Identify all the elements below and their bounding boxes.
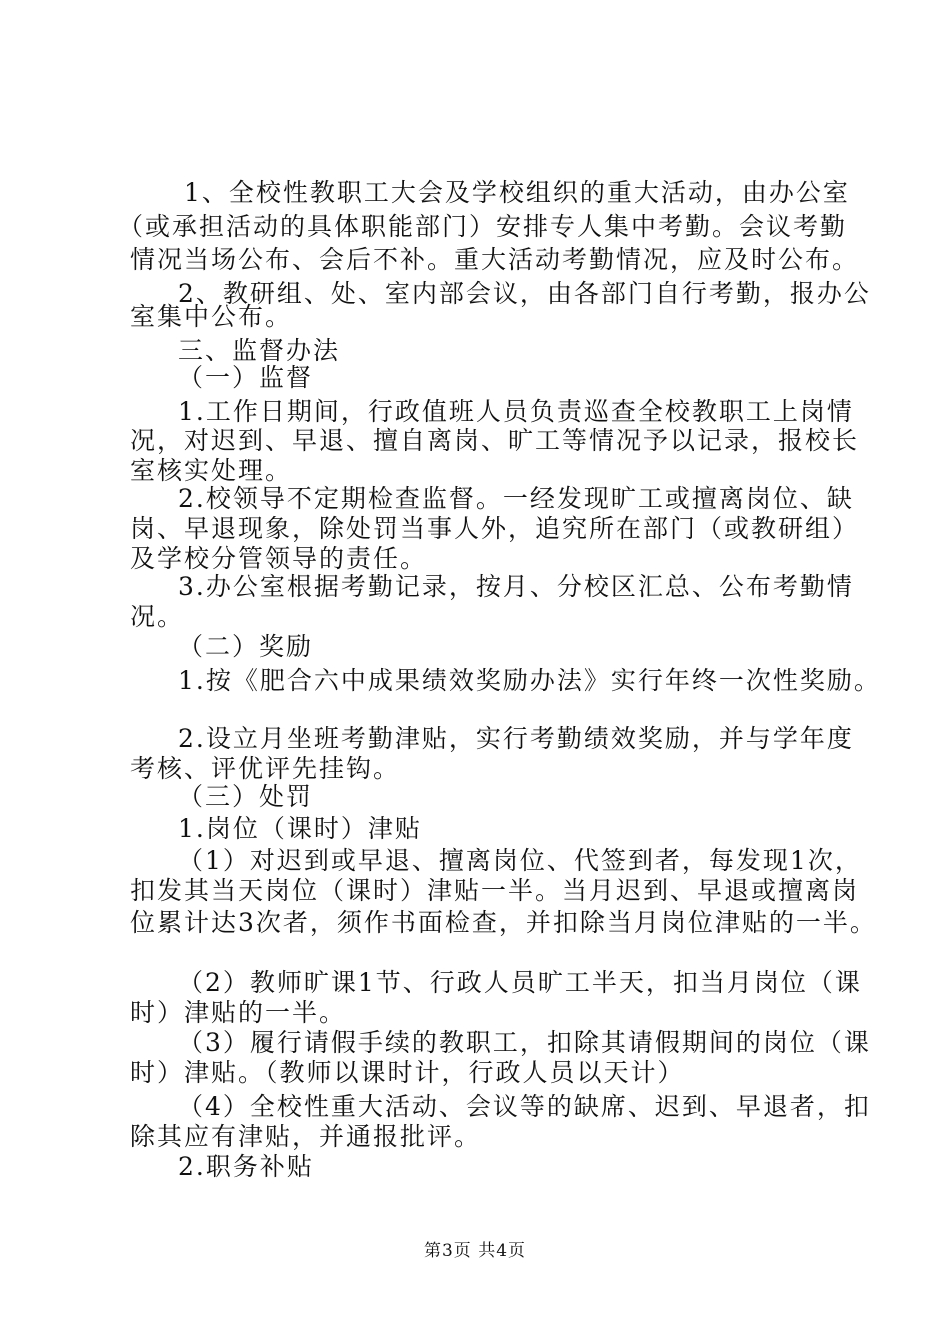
text-line: 时）津贴。（教师以课时计，行政人员以天计）	[130, 1058, 685, 1087]
section-heading: 三、监督办法	[178, 336, 341, 365]
text-line: 2、教研组、处、室内部会议，由各部门自行考勤，报办公	[178, 279, 871, 308]
text-line: （2）教师旷课1节、行政人员旷工半天，扣当月岗位（课	[178, 968, 862, 997]
text-line: 况。	[130, 602, 185, 631]
text-line: 况，对迟到、早退、擅自离岗、旷工等情况予以记录，报校长	[130, 426, 860, 455]
text-line: 室核实处理。	[130, 456, 293, 485]
text-line: 扣发其当天岗位（课时）津贴一半。当月迟到、早退或擅离岗	[130, 876, 860, 905]
text-line: 考核、评优评先挂钩。	[130, 754, 401, 783]
text-line: 1、全校性教职工大会及学校组织的重大活动，由办公室	[184, 178, 850, 207]
text-line: 情况当场公布、会后不补。重大活动考勤情况，应及时公布。	[130, 245, 860, 274]
text-line: 岗、早退现象，除处罚当事人外，追究所在部门（或教研组）	[130, 514, 860, 543]
text-line: 位累计达3次者，须作书面检查，并扣除当月岗位津贴的一半。	[130, 908, 877, 937]
subsection-heading: （三）处罚	[178, 782, 314, 811]
text-line: 3.办公室根据考勤记录，按月、分校区汇总、公布考勤情	[178, 572, 854, 601]
page-footer: 第3页 共4页	[423, 1241, 527, 1261]
text-line: 室集中公布。	[130, 302, 293, 331]
text-line: 1.按《肥合六中成果绩效奖励办法》实行年终一次性奖励。	[178, 666, 881, 695]
subsection-heading: （二）奖励	[178, 632, 314, 661]
text-line: （1）对迟到或早退、擅离岗位、代签到者，每发现1次，	[178, 846, 862, 875]
subsection-heading: （一）监督	[178, 363, 314, 392]
text-line: （4）全校性重大活动、会议等的缺席、迟到、早退者，扣	[178, 1092, 871, 1121]
text-line: 2.校领导不定期检查监督。一经发现旷工或擅离岗位、缺	[178, 484, 854, 513]
text-line: 2.职务补贴	[178, 1152, 314, 1181]
text-line: （或承担活动的具体职能部门）安排专人集中考勤。会议考勤	[118, 212, 848, 241]
text-line: 除其应有津贴，并通报批评。	[130, 1122, 482, 1151]
text-line: 时）津贴的一半。	[130, 998, 347, 1027]
text-line: 2.设立月坐班考勤津贴，实行考勤绩效奖励，并与学年度	[178, 724, 854, 753]
text-line: 1.岗位（课时）津贴	[178, 814, 422, 843]
text-line: （3）履行请假手续的教职工，扣除其请假期间的岗位（课	[178, 1028, 871, 1057]
text-line: 及学校分管领导的责任。	[130, 544, 428, 573]
text-line: 1.工作日期间，行政值班人员负责巡查全校教职工上岗情	[178, 397, 854, 426]
